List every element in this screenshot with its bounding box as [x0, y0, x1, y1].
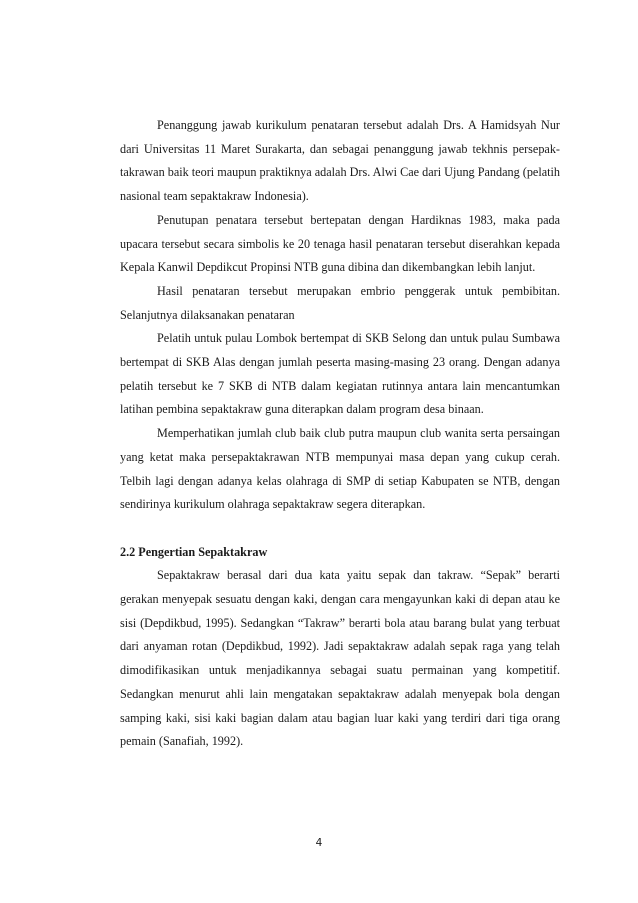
- paragraph-pelatih: Pelatih untuk pulau Lombok bertempat di SKB Selong dan untuk pulau Sumbawa bertempat di SKB Alas dengan jumlah peserta masing-masing 23 orang. Dengan adanya pelatih tersebut ke 7 SKB di NTB dalam kegiatan rutinnya antara lain mencantumkan latihan pembina sepaktakraw guna diterapkan dalam program desa binaan.: [120, 331, 560, 417]
- paragraph-pengertian: Sepaktakraw berasal dari dua kata yaitu sepak dan takraw. “Sepak” berarti gerakan menyepak sesuatu dengan kaki, dengan cara mengayunkan kaki di depan atau ke sisi (Depdikbud, 1995). Sedangkan “Takraw” berarti bola atau barang bulat yang terbuat dari anyaman rotan (Depdikbud, 1992). Jadi sepaktakraw adalah sepak raga yang telah dimodifikasikan untuk menjadikannya sebagai suatu permainan yang kompetitif. Sedangkan menurut ahli lain mengatakan sepaktakraw adalah menyepak bola dengan samping kaki, sisi kaki bagian dalam atau bagian luar kaki yang terdiri dari tiga orang pemain (Sanafiah, 1992).: [120, 568, 560, 749]
- page-number: 4: [315, 837, 323, 849]
- paragraph-penutupan: Penutupan penatara tersebut bertepatan dengan Hardiknas 1983, maka pada upacara tersebut secara simbolis ke 20 tenaga hasil penataran tersebut diserahkan kepada Kepala Kanwil Depdikcut Propinsi NTB guna dibina dan dikembangkan lebih lanjut.: [120, 212, 560, 275]
- paragraph-penanggung-jawab: Penanggung jawab kurikulum penataran tersebut adalah Drs. A Hamidsyah Nur dari Universitas 11 Maret Surakarta, dan sebagai penanggung jawab tekhnis persepak-takrawan baik teori maupun praktiknya adalah Drs. Alwi Cae dari Ujung Pandang (pelatih nasional team sepaktakraw Indonesia).: [120, 118, 560, 204]
- page-body: [120, 114, 560, 754]
- section-spacer: [120, 517, 560, 541]
- section-heading: 2.2 Pengertian Sepaktakraw: [120, 544, 268, 559]
- paragraph-memperhatikan: Memperhatikan jumlah club baik club putra maupun club wanita serta persaingan yang ketat maka persepaktakrawan NTB mempunyai masa depan yang cukup cerah. Telbih lagi dengan adanya kelas olahraga di SMP di setiap Kabupaten se NTB, dengan sendirinya kurikulum olahraga sepaktakraw segera diterapkan.: [120, 426, 560, 512]
- paragraph-hasil-penataran: Hasil penataran tersebut merupakan embrio penggerak untuk pembibitan. Selanjutnya dilaksanakan penataran: [120, 283, 560, 322]
